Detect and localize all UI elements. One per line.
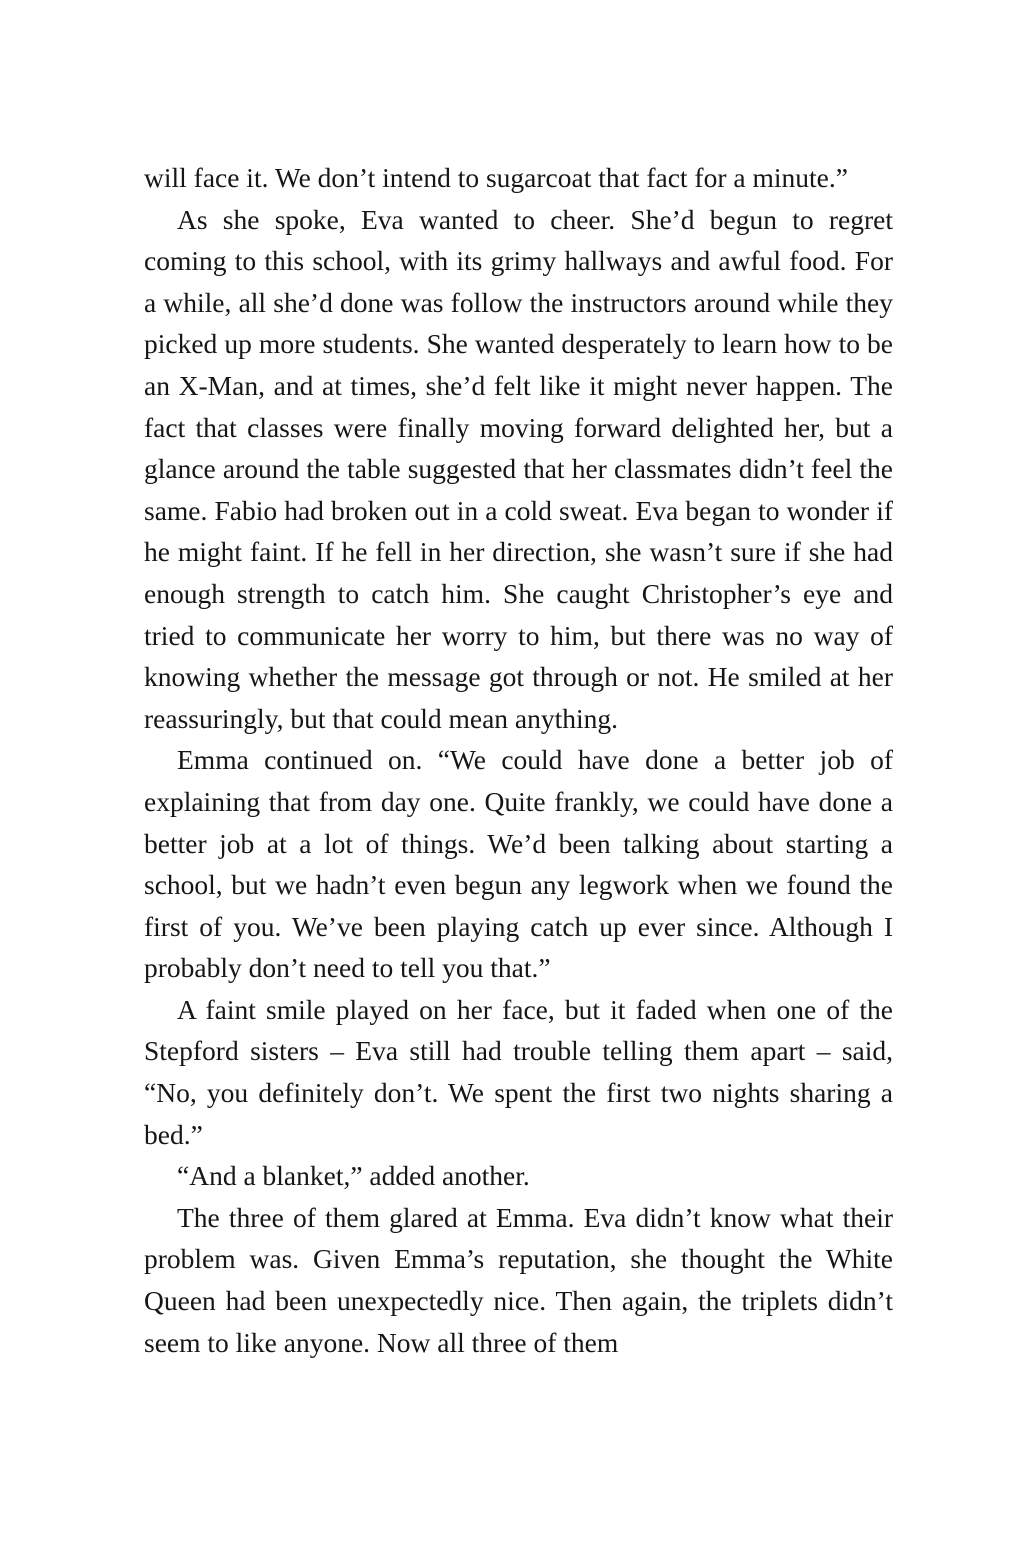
paragraph: Emma continued on. “We could have done a better job of explaining that from day one. Quite frankly, we could have done a better job at a lot of things. We’d been talking about starting a school, but we hadn’t even begun any legwork when we found the first of you. We’ve been playing catch up ever since. Although I probably don’t need to tell you that.” [144, 744, 893, 984]
paragraph: A faint smile played on her face, but it faded when one of the Stepford sisters – Eva still had trouble telling them apart – said, “No, you definitely don’t. We spent the first two nights sharing a bed.” [144, 993, 893, 1150]
paragraph: The three of them glared at Emma. Eva didn’t know what their problem was. Given Emma’s reputation, she thought the White Queen had been unexpectedly nice. Then again, the triplets didn’t seem to like anyone. Now all three of them [144, 1201, 893, 1358]
paragraph: “And a blanket,” added another. [177, 1160, 530, 1192]
paragraph: will face it. We don’t intend to sugarcoat that fact for a minute.” [144, 162, 848, 193]
page-text-block [144, 157, 893, 1363]
paragraph: As she spoke, Eva wanted to cheer. She’d begun to regret coming to this school, with its grimy hallways and awful food. For a while, all she’d done was follow the instructors around while they picked up more students. She wanted desperately to learn how to be an X-Man, and at times, she’d felt like it might never happen. The fact that classes were finally moving forward delighted her, but a glance around the table suggested that her classmates didn’t feel the same. Fabio had broken out in a cold sweat. Eva began to wonder if he might faint. If he fell in her direction, she wasn’t sure if she had enough strength to catch him. She caught Christopher’s eye and tried to communicate her worry to him, but there was no way of knowing whether the message got through or not. He smiled at her reassuringly, but that could mean anything. [144, 203, 893, 734]
